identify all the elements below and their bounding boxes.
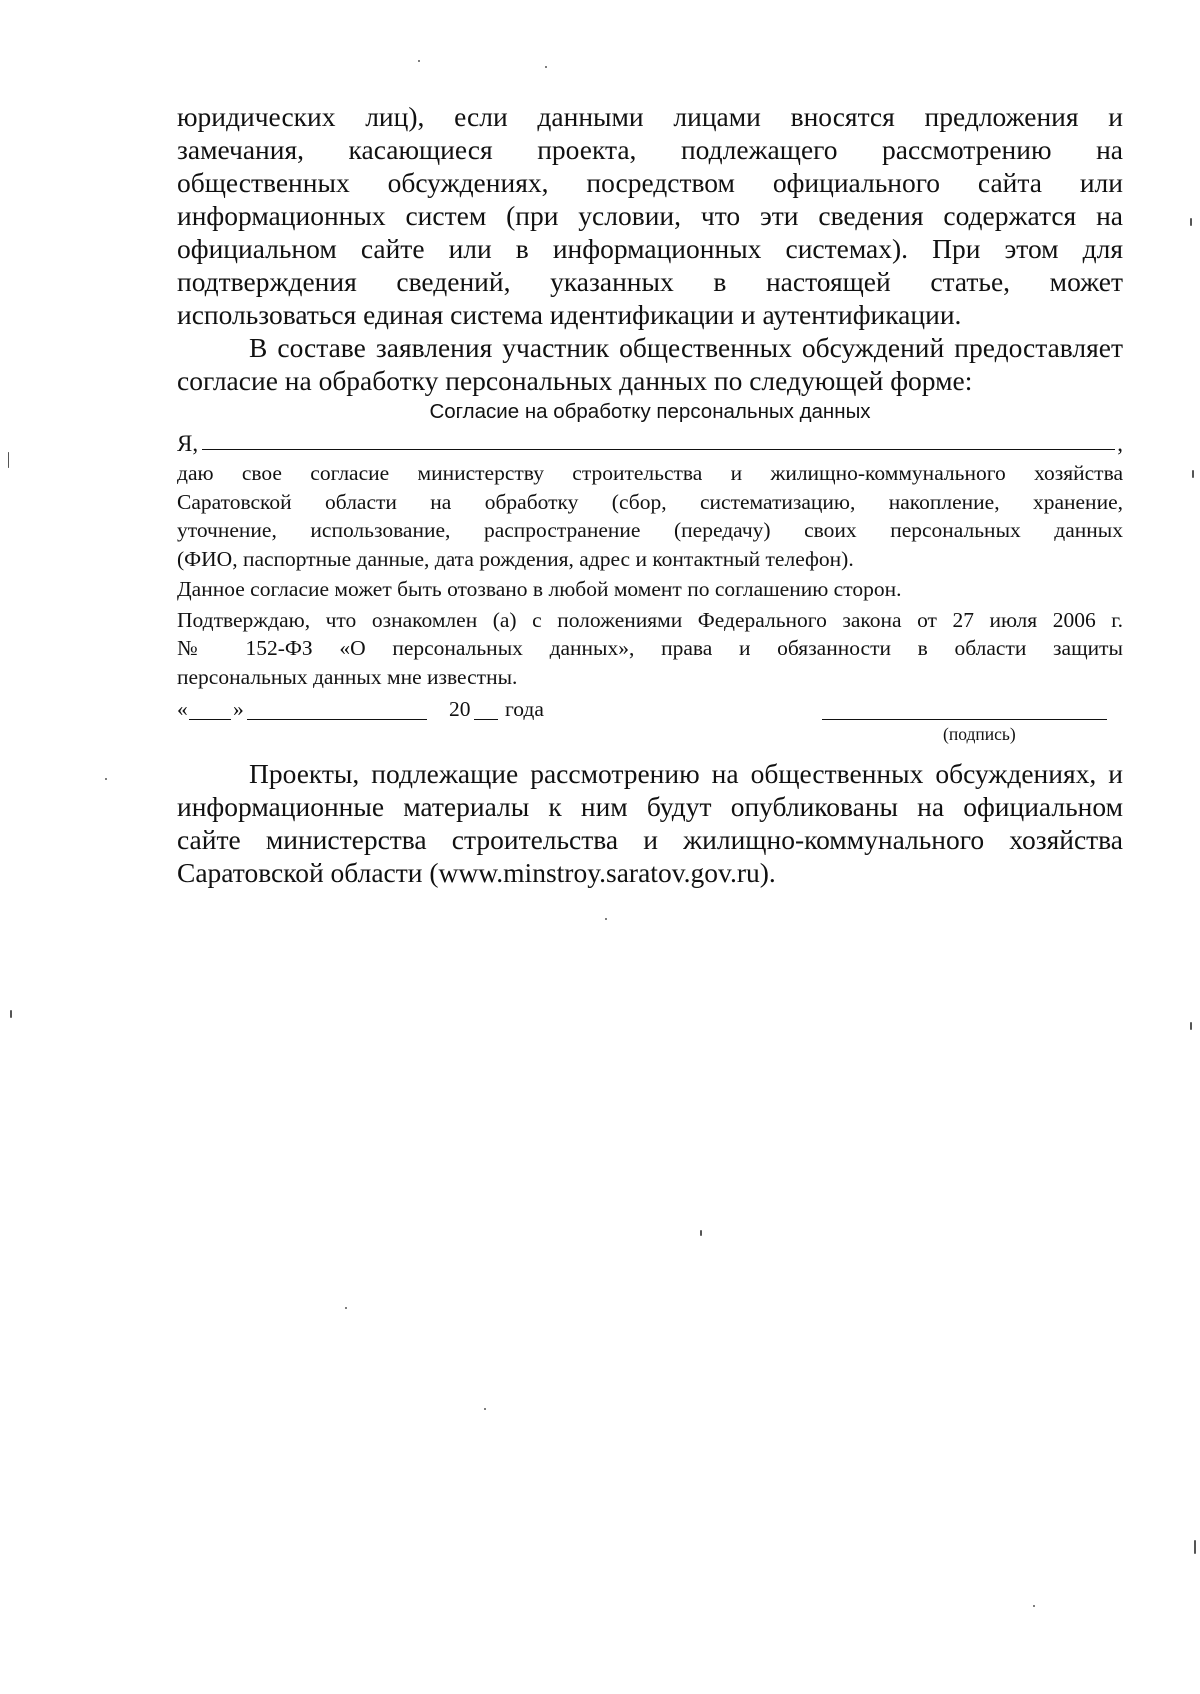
text-line: даю свое согласие министерству строительства и жилищно-коммунального хозяйства — [177, 461, 1123, 485]
text-line: информационные материалы к ним будут опубликованы на официальном — [177, 791, 1123, 822]
name-suffix: , — [1117, 431, 1123, 456]
text-line: В составе заявления участник общественных обсуждений предоставляет — [249, 332, 1123, 363]
scan-speck — [545, 66, 547, 68]
date-open-quote: « — [177, 697, 188, 721]
text-line: Подтверждаю, что ознакомлен (а) с положениями Федерального закона от 27 июля 2006 г. — [177, 607, 1123, 632]
text-line: замечания, касающиеся проекта, подлежащего рассмотрению на — [177, 134, 1123, 165]
text-line: уточнение, использование, распространение (передачу) своих персональных данных — [177, 518, 1123, 542]
scan-speck — [1190, 1022, 1192, 1030]
paragraph-identification — [177, 100, 1123, 331]
consent-text — [177, 459, 1123, 573]
text-line: Проекты, подлежащие рассмотрению на общественных обсуждениях, и — [249, 758, 1123, 789]
withdraw-text — [177, 575, 1123, 604]
text-line: (ФИО, паспортные данные, дата рождения, адрес и контактный телефон). — [177, 546, 854, 571]
text-line: Саратовской области (www.minstroy.saratov.gov.ru). — [177, 857, 776, 888]
signature-label-row — [177, 724, 1123, 751]
text-line: № 152-ФЗ «О персональных данных», права и обязанности в области защиты — [177, 636, 1123, 660]
scan-speck — [700, 1230, 702, 1236]
date-signature-row — [177, 695, 1123, 727]
scan-speck — [1033, 1605, 1035, 1607]
signature-blank-line — [822, 719, 1107, 720]
text-line: Данное согласие может быть отозвано в любой момент по соглашению сторон. — [177, 577, 902, 601]
text-line: общественных обсуждениях, посредством официального сайта или — [177, 167, 1123, 198]
year-prefix: 20 — [449, 697, 471, 721]
scan-speck — [418, 60, 420, 62]
year-blank-line — [474, 719, 498, 720]
name-blank-line — [202, 448, 1115, 450]
day-blank-line — [189, 719, 231, 720]
month-blank-line — [247, 719, 427, 720]
name-field-row — [177, 427, 1123, 457]
document-page — [177, 100, 1123, 889]
date-close-quote: » — [233, 697, 244, 721]
scan-speck — [1190, 218, 1192, 226]
text-line: Саратовской области на обработку (сбор, систематизацию, накопление, хранение, — [177, 489, 1123, 514]
scan-speck — [484, 1408, 486, 1410]
scan-speck — [1192, 470, 1194, 478]
scan-speck — [1194, 1540, 1196, 1554]
scan-speck — [105, 778, 107, 780]
scan-speck — [10, 1010, 12, 1018]
scan-speck — [345, 1307, 347, 1309]
confirm-text — [177, 606, 1123, 692]
text-line: сайте министерства строительства и жилищно-коммунального хозяйства — [177, 824, 1123, 855]
signature-label: (подпись) — [943, 724, 1016, 744]
consent-form-title: Согласие на обработку персональных данных — [429, 400, 871, 423]
paragraph-publication — [177, 757, 1123, 889]
text-line: юридических лиц), если данными лицами вносятся предложения и — [177, 101, 1123, 132]
text-line: информационных систем (при условии, что эти сведения содержатся на — [177, 200, 1123, 231]
scan-speck — [8, 452, 9, 468]
paragraph-consent-intro — [177, 331, 1123, 397]
text-line: официальном сайте или в информационных системах). При этом для — [177, 233, 1123, 264]
text-line: персональных данных мне известны. — [177, 664, 518, 689]
text-line: согласие на обработку персональных данных по следующей форме: — [177, 365, 973, 396]
text-line: использоваться единая система идентификации и аутентификации. — [177, 299, 962, 330]
name-prefix: Я, — [177, 431, 199, 456]
text-line: подтверждения сведений, указанных в настоящей статье, может — [177, 266, 1123, 297]
year-suffix: года — [505, 697, 544, 721]
scan-speck — [605, 918, 607, 920]
